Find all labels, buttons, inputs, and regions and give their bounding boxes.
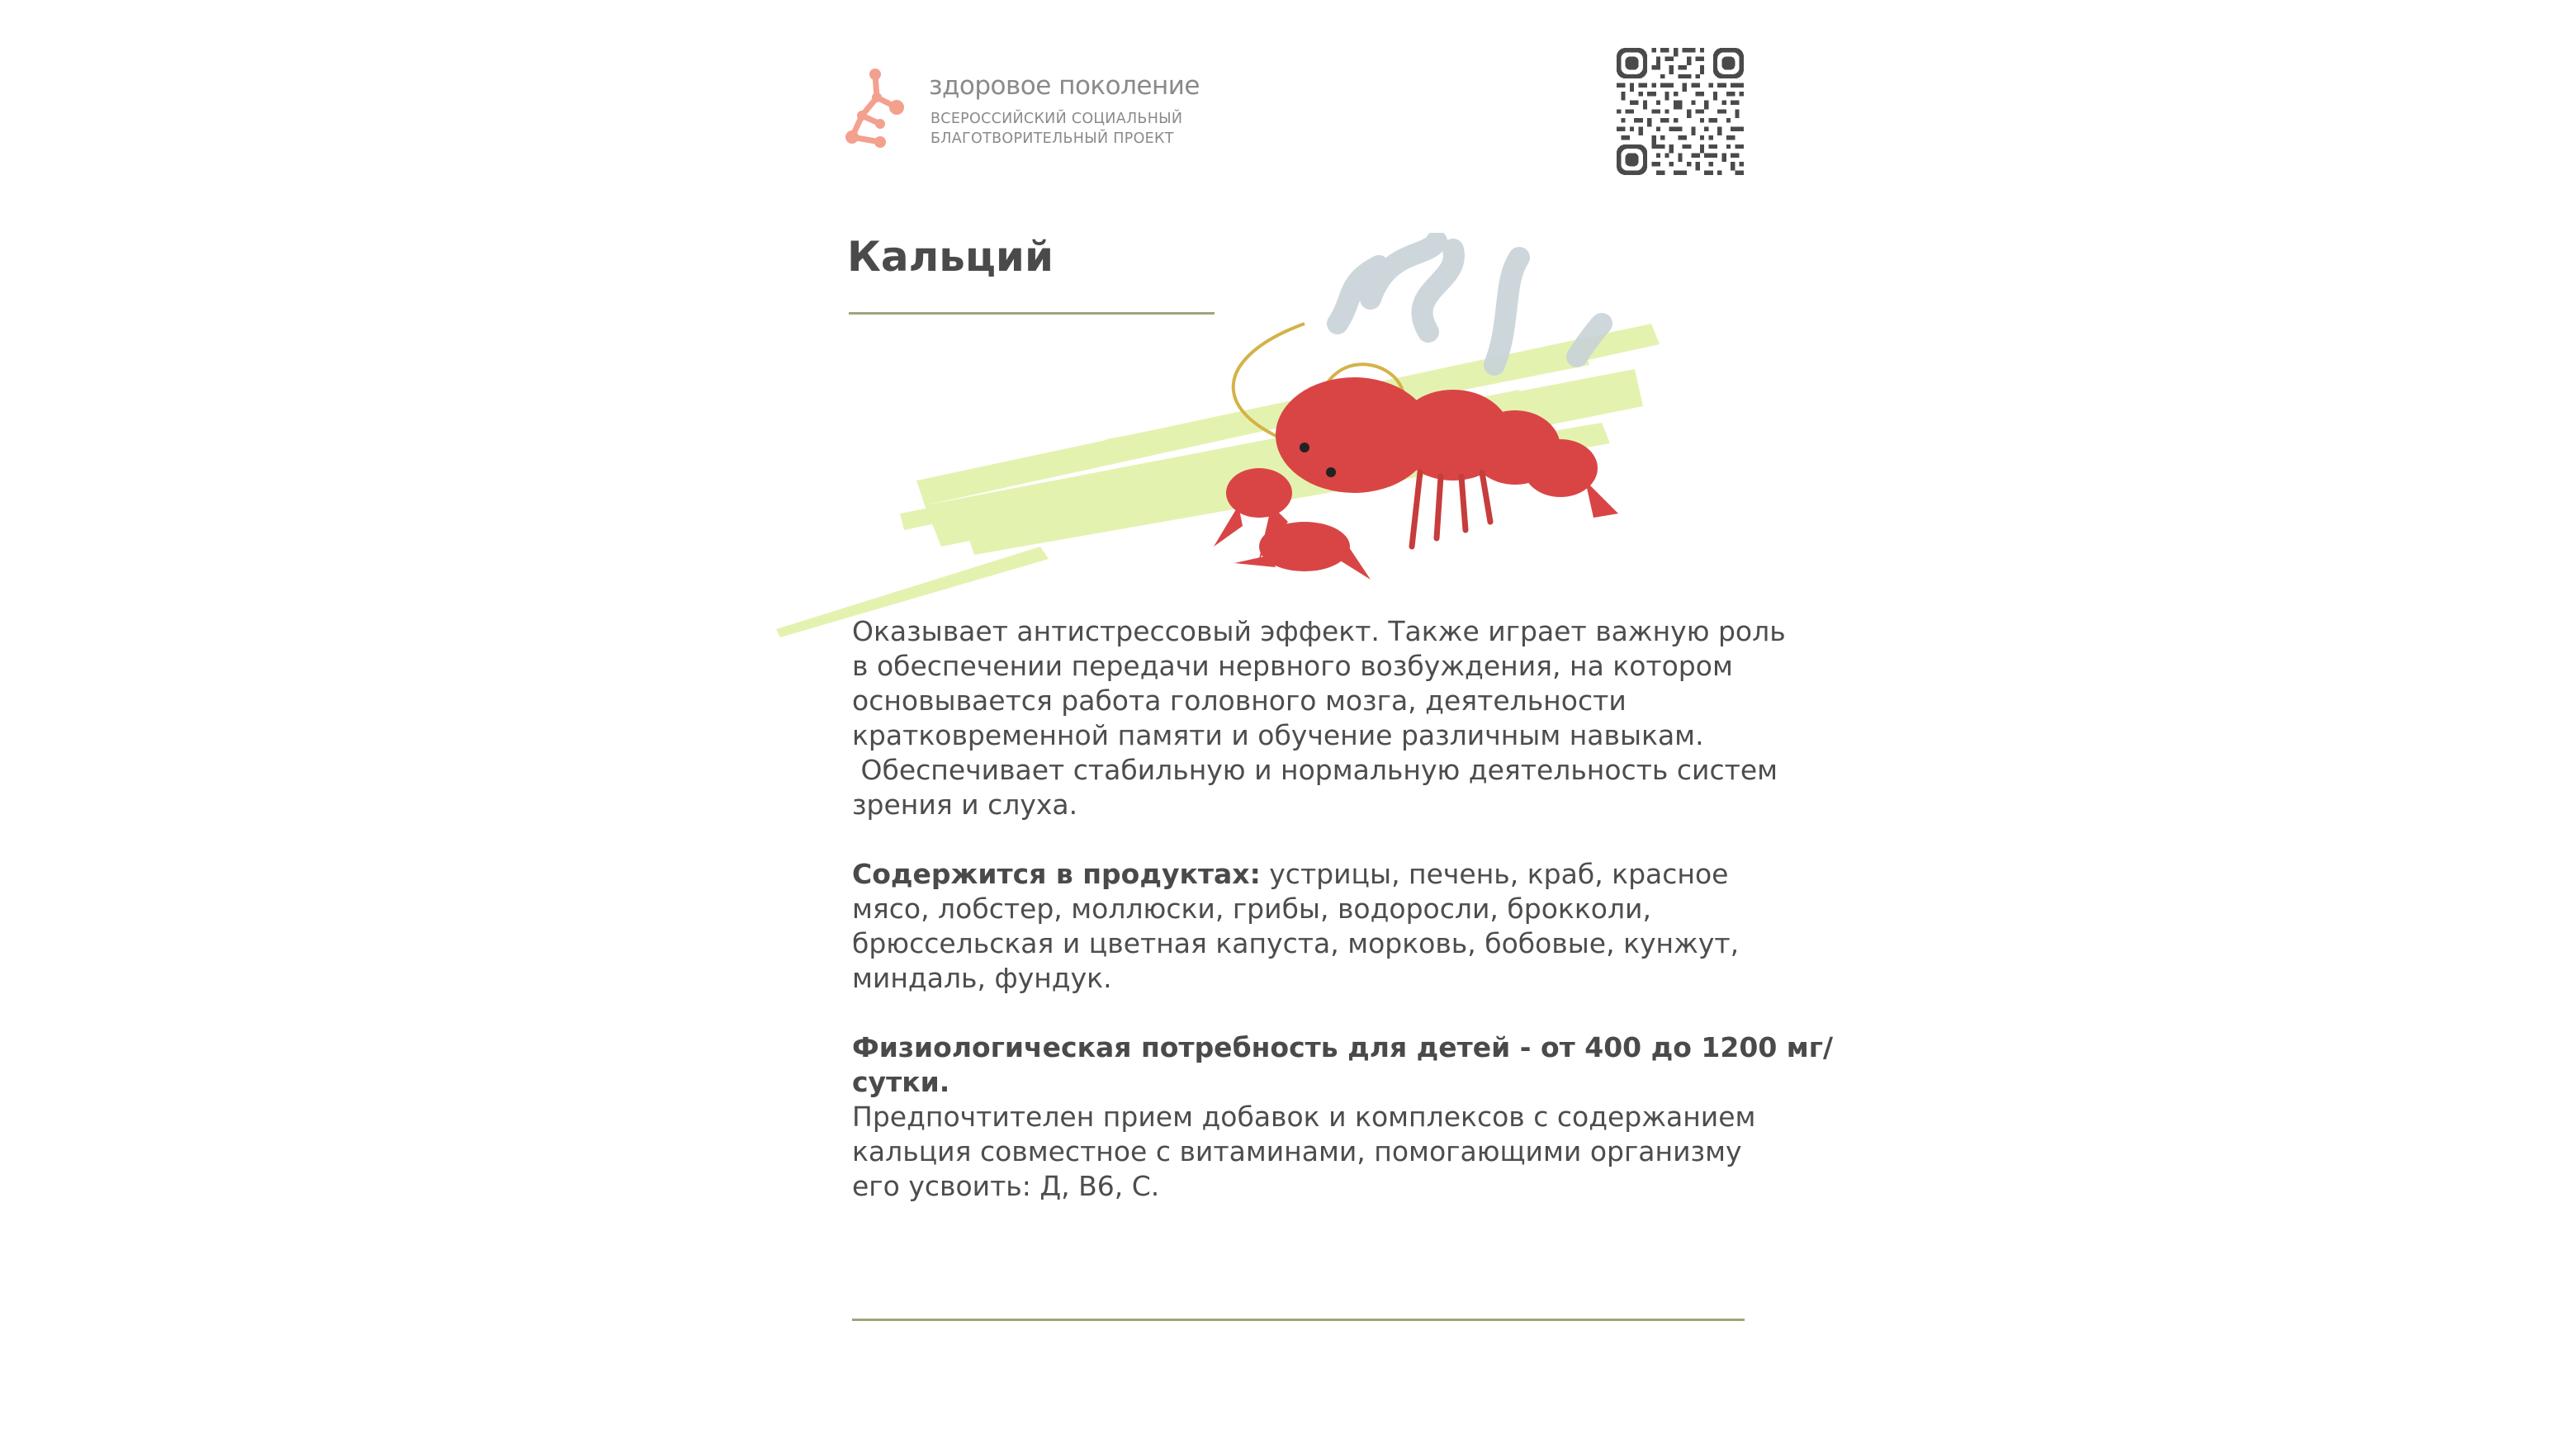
sources-line: миндаль, фундук. [852, 962, 1112, 994]
description-line: зрения и слуха. [852, 788, 1078, 821]
requirement-paragraph [852, 1030, 1834, 1204]
sources-line-rest: устрицы, печень, краб, красное [1260, 858, 1729, 890]
requirement-line: его усвоить: Д, В6, С. [852, 1170, 1160, 1202]
brand-subtitle-line1: ВСЕРОССИЙСКИЙ СОЦИАЛЬНЫЙ [930, 111, 1183, 127]
qr-code-icon[interactable] [1617, 48, 1744, 175]
sources-line: брюссельская и цветная капуста, морковь, бобовые, кунжут, [852, 927, 1740, 959]
description-line: Обеспечивает стабильную и нормальную деятельность систем [852, 754, 1778, 786]
bottom-divider [852, 1319, 1745, 1321]
sources-label: Содержится в продуктах: [852, 858, 1261, 890]
requirement-heading: сутки. [852, 1066, 950, 1098]
page-title: Кальций [847, 233, 1054, 281]
brand-name: здоровое поколение [929, 71, 1200, 101]
description-line: Оказывает антистрессовый эффект. Также играет важную роль [852, 615, 1786, 647]
brand-logo [844, 68, 1215, 150]
brand-subtitle-line2: БЛАГОТВОРИТЕЛЬНЫЙ ПРОЕКТ [930, 130, 1174, 147]
molecule-logo-icon [844, 68, 913, 150]
sources-line: мясо, лобстер, моллюски, грибы, водоросли, брокколи, [852, 893, 1651, 925]
description-line: кратковременной памяти и обучение различным навыкам. [852, 719, 1704, 751]
requirement-line: кальция совместное с витаминами, помогающими организму [852, 1135, 1742, 1167]
sources-line [852, 857, 1752, 892]
requirement-line: Предпочтителен прием добавок и комплексов с содержанием [852, 1101, 1756, 1133]
description-line: основывается работа головного мозга, деятельности [852, 684, 1627, 717]
crayfish-illustration [776, 233, 1717, 637]
article-body [852, 614, 1834, 1204]
description-line: в обеспечении передачи нервного возбуждения, на котором [852, 650, 1733, 682]
requirement-heading: Физиологическая потребность для детей - от 400 до 1200 мг/ [852, 1031, 1834, 1063]
sources-paragraph [852, 857, 1752, 996]
description-paragraph [852, 614, 1786, 822]
